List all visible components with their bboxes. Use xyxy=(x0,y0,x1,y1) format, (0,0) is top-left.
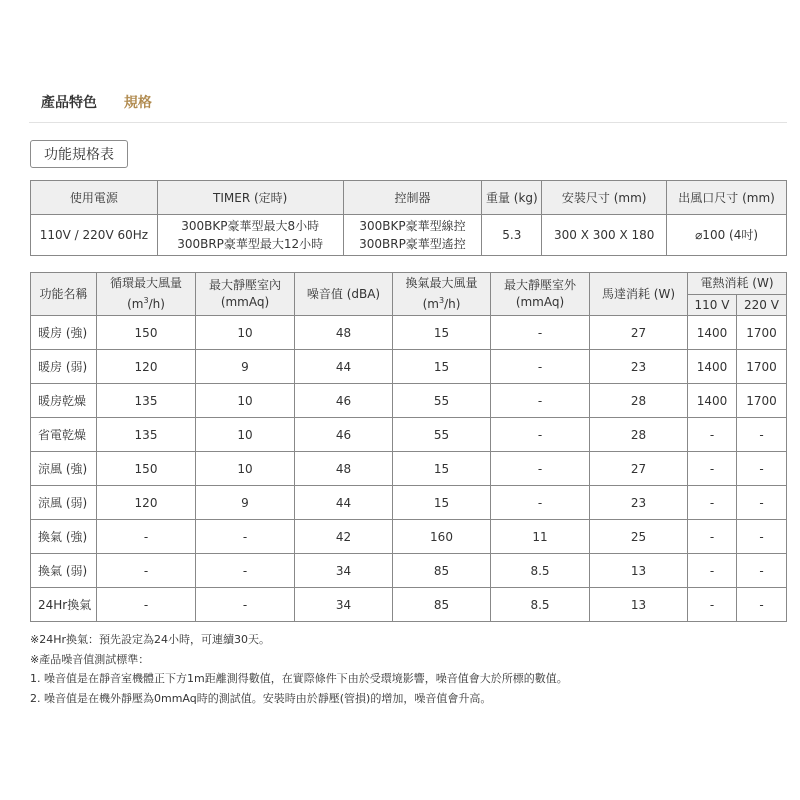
spec-outlet-size: ⌀100 (4吋) xyxy=(667,215,787,256)
cell-heat-110v: - xyxy=(688,588,737,622)
table-row xyxy=(31,350,787,384)
spec-timer-line: 300BKP豪華型最大8小時 xyxy=(181,219,320,233)
tabs-divider xyxy=(29,122,787,123)
tab-features[interactable]: 產品特色 xyxy=(41,95,97,111)
spec-table-button[interactable]: 功能規格表 xyxy=(30,140,128,168)
cell-name: 暖房 (強) xyxy=(31,316,97,350)
cell-heat-110v: - xyxy=(688,486,737,520)
perf-header-motor: 馬達消耗 (W) xyxy=(590,273,688,316)
cell-noise: 48 xyxy=(295,452,393,486)
spec-header-power: 使用電源 xyxy=(31,181,158,215)
perf-header-circulation xyxy=(97,273,196,316)
perf-header-static-in-unit: (mmAq) xyxy=(220,295,270,309)
cell-static-out: 8.5 xyxy=(491,554,590,588)
perf-header-220v: 220 V xyxy=(737,295,787,316)
spec-power: 110V / 220V 60Hz xyxy=(31,215,158,256)
perf-header-static-out-label: 最大靜壓室外 xyxy=(503,278,576,292)
cell-circulation: 135 xyxy=(97,384,196,418)
cell-ventilation: 15 xyxy=(393,316,491,350)
cell-heat-110v: 1400 xyxy=(688,350,737,384)
perf-header-ventilation-label: 換氣最大風量 xyxy=(405,276,478,290)
spec-table xyxy=(30,180,787,256)
cell-circulation: 150 xyxy=(97,316,196,350)
spec-controller-line: 300BKP豪華型線控 xyxy=(359,219,466,233)
performance-table xyxy=(30,272,787,622)
cell-motor: 27 xyxy=(590,452,688,486)
cell-static-out: - xyxy=(491,384,590,418)
cell-heat-110v: - xyxy=(688,554,737,588)
cell-ventilation: 15 xyxy=(393,350,491,384)
table-row xyxy=(31,554,787,588)
perf-header-circulation-label: 循環最大風量 xyxy=(109,276,182,290)
cell-static-in: 10 xyxy=(196,452,295,486)
cell-static-in: 10 xyxy=(196,418,295,452)
spec-weight: 5.3 xyxy=(482,215,542,256)
cell-circulation: 120 xyxy=(97,350,196,384)
perf-header-110v: 110 V xyxy=(688,295,737,316)
cell-heat-220v: - xyxy=(737,520,787,554)
cell-noise: 44 xyxy=(295,486,393,520)
cell-noise: 34 xyxy=(295,554,393,588)
cell-noise: 46 xyxy=(295,418,393,452)
cell-ventilation: 55 xyxy=(393,384,491,418)
cell-motor: 23 xyxy=(590,486,688,520)
perf-header-static-out xyxy=(491,273,590,316)
spec-value-row xyxy=(31,215,787,256)
cell-ventilation: 55 xyxy=(393,418,491,452)
cell-noise: 34 xyxy=(295,588,393,622)
cell-name: 換氣 (強) xyxy=(31,520,97,554)
table-row xyxy=(31,316,787,350)
cell-name: 省電乾燥 xyxy=(31,418,97,452)
cell-static-in: - xyxy=(196,554,295,588)
cell-static-out: - xyxy=(491,418,590,452)
spec-header-timer: TIMER (定時) xyxy=(157,181,343,215)
cell-static-out: - xyxy=(491,350,590,384)
cell-name: 涼風 (強) xyxy=(31,452,97,486)
cell-heat-220v: - xyxy=(737,486,787,520)
cell-ventilation: 15 xyxy=(393,452,491,486)
perf-header-circulation-unit: $(m^3/h)$ xyxy=(127,296,165,311)
table-row xyxy=(31,588,787,622)
cell-noise: 46 xyxy=(295,384,393,418)
cell-motor: 23 xyxy=(590,350,688,384)
note-1: 1. 噪音值是在靜音室機體正下方1m距離測得數值，在實際條件下由於受環境影響，噪音值會大於所標的數值。 xyxy=(30,672,568,685)
spec-header-row xyxy=(31,181,787,215)
spec-header-install-size: 安裝尺寸 (mm) xyxy=(542,181,667,215)
table-row xyxy=(31,520,787,554)
cell-name: 暖房乾燥 xyxy=(31,384,97,418)
cell-heat-110v: - xyxy=(688,452,737,486)
cell-heat-220v: 1700 xyxy=(737,350,787,384)
spec-header-outlet-size: 出風口尺寸 (mm) xyxy=(667,181,787,215)
cell-circulation: 120 xyxy=(97,486,196,520)
cell-heat-110v: - xyxy=(688,418,737,452)
tab-specs[interactable]: 規格 xyxy=(123,95,152,111)
cell-heat-220v: 1700 xyxy=(737,384,787,418)
perf-header-heat: 電熱消耗 (W) xyxy=(688,273,787,295)
cell-circulation: - xyxy=(97,588,196,622)
cell-static-in: - xyxy=(196,588,295,622)
table-row xyxy=(31,486,787,520)
perf-header-ventilation-unit: $(m^3/h)$ xyxy=(422,296,461,311)
cell-name: 24Hr換氣 xyxy=(31,588,97,622)
spec-header-controller: 控制器 xyxy=(343,181,482,215)
perf-header-static-in xyxy=(196,273,295,316)
perf-header-static-in-label: 最大靜壓室內 xyxy=(208,278,281,292)
note-24hr: ※24Hr換氣：預先設定為24小時，可連續30天。 xyxy=(30,633,271,646)
cell-static-out: - xyxy=(491,452,590,486)
cell-heat-220v: 1700 xyxy=(737,316,787,350)
cell-static-in: 9 xyxy=(196,486,295,520)
cell-circulation: 150 xyxy=(97,452,196,486)
cell-circulation: 135 xyxy=(97,418,196,452)
cell-ventilation: 160 xyxy=(393,520,491,554)
cell-heat-220v: - xyxy=(737,554,787,588)
cell-static-in: 9 xyxy=(196,350,295,384)
cell-heat-110v: - xyxy=(688,520,737,554)
cell-static-in: 10 xyxy=(196,316,295,350)
cell-static-out: 11 xyxy=(491,520,590,554)
cell-ventilation: 15 xyxy=(393,486,491,520)
spec-header-weight: 重量 (kg) xyxy=(482,181,542,215)
cell-static-out: - xyxy=(491,316,590,350)
cell-name: 暖房 (弱) xyxy=(31,350,97,384)
spec-timer-line: 300BRP豪華型最大12小時 xyxy=(177,237,324,251)
cell-static-in: - xyxy=(196,520,295,554)
cell-noise: 48 xyxy=(295,316,393,350)
cell-name: 換氣 (弱) xyxy=(31,554,97,588)
table-row xyxy=(31,384,787,418)
perf-header-row xyxy=(31,273,787,295)
spec-controller xyxy=(343,215,482,256)
cell-heat-220v: - xyxy=(737,452,787,486)
cell-circulation: - xyxy=(97,520,196,554)
perf-header-name: 功能名稱 xyxy=(31,273,97,316)
perf-header-noise: 噪音值 (dBA) xyxy=(295,273,393,316)
cell-motor: 13 xyxy=(590,588,688,622)
cell-static-out: - xyxy=(491,486,590,520)
performance-table-body xyxy=(31,316,787,622)
cell-motor: 28 xyxy=(590,418,688,452)
perf-header-static-out-unit: (mmAq) xyxy=(515,295,565,309)
cell-motor: 28 xyxy=(590,384,688,418)
cell-heat-110v: 1400 xyxy=(688,316,737,350)
cell-ventilation: 85 xyxy=(393,554,491,588)
cell-name: 涼風 (弱) xyxy=(31,486,97,520)
cell-static-in: 10 xyxy=(196,384,295,418)
note-standard-title: ※產品噪音值測試標準： xyxy=(30,652,150,666)
cell-noise: 42 xyxy=(295,520,393,554)
cell-motor: 27 xyxy=(590,316,688,350)
cell-static-out: 8.5 xyxy=(491,588,590,622)
cell-heat-110v: 1400 xyxy=(688,384,737,418)
perf-header-ventilation xyxy=(393,273,491,316)
notes xyxy=(30,630,568,708)
table-row xyxy=(31,418,787,452)
cell-circulation: - xyxy=(97,554,196,588)
cell-heat-220v: - xyxy=(737,588,787,622)
cell-ventilation: 85 xyxy=(393,588,491,622)
cell-motor: 25 xyxy=(590,520,688,554)
cell-motor: 13 xyxy=(590,554,688,588)
tab-bar xyxy=(41,92,174,112)
note-2: 2. 噪音值是在機外靜壓為0mmAq時的測試值。安裝時由於靜壓(管損)的增加，噪音值會升高。 xyxy=(30,691,492,705)
spec-controller-line: 300BRP豪華型遙控 xyxy=(359,237,466,251)
cell-heat-220v: - xyxy=(737,418,787,452)
spec-timer xyxy=(157,215,343,256)
table-row xyxy=(31,452,787,486)
cell-noise: 44 xyxy=(295,350,393,384)
spec-install-size: 300 X 300 X 180 xyxy=(542,215,667,256)
